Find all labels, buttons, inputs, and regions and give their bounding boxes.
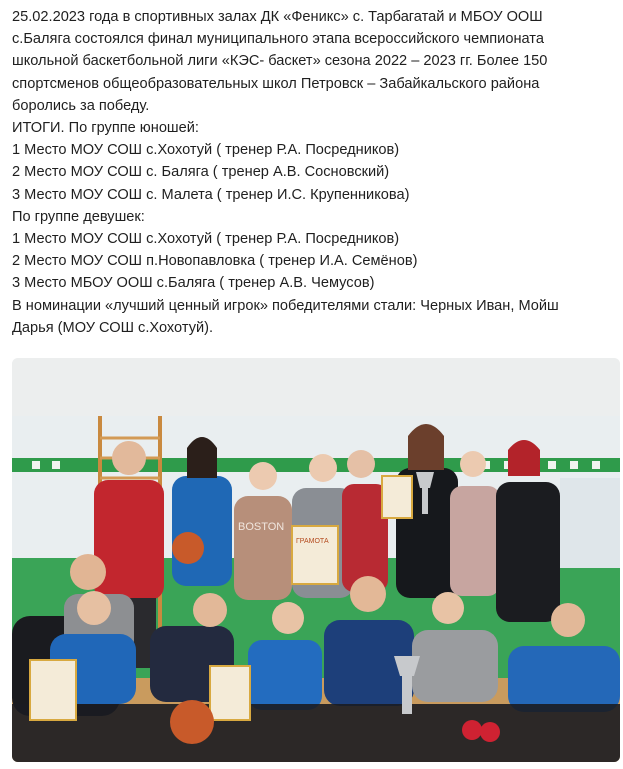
post-line: 3 Место МОУ СОШ с. Малета ( тренер И.С. Крупенникова) [12, 186, 410, 203]
post-line: ИТОГИ. По группе юношей: [12, 120, 199, 137]
post-line: 3 Место МБОУ ООШ с.Баляга ( тренер А.В. Чемусов) [12, 275, 375, 292]
post-line: Дарья (МОУ СОШ с.Хохотуй). [12, 319, 214, 336]
certificate-text: ГРАМОТА [296, 538, 329, 545]
post-line: с.Баляга состоялся финал муниципального этапа всероссийского чемпионата [12, 31, 544, 48]
post-line: школьной баскетбольной лиги «КЭС- баскет» сезона 2022 – 2023 гг. Более 150 [12, 53, 548, 70]
post-line: В номинации «лучший ценный игрок» победителями стали: Черных Иван, Мойш [12, 297, 559, 314]
post-line: 1 Место МОУ СОШ с.Хохотуй ( тренер Р.А. Посредников) [12, 231, 400, 248]
post-line: спортсменов общеобразовательных школ Петровск – Забайкальского района [12, 75, 540, 92]
team-photo[interactable] [12, 358, 620, 762]
post-text [12, 6, 612, 339]
post-line: 2 Место МОУ СОШ п.Новопавловка ( тренер И.А. Семёнов) [12, 253, 418, 270]
post-line: 2 Место МОУ СОШ с. Баляга ( тренер А.В. Сосновский) [12, 164, 390, 181]
post-line: По группе девушек: [12, 208, 145, 225]
post-line: 1 Место МОУ СОШ с.Хохотуй ( тренер Р.А. Посредников) [12, 142, 400, 159]
post-line: 25.02.2023 года в спортивных залах ДК «Феникс» с. Тарбагатай и МБОУ ООШ [12, 9, 543, 25]
team-photo-illustration [12, 358, 620, 762]
post-line: боролись за победу. [12, 97, 150, 114]
jersey-text: BOSTON [238, 521, 285, 533]
